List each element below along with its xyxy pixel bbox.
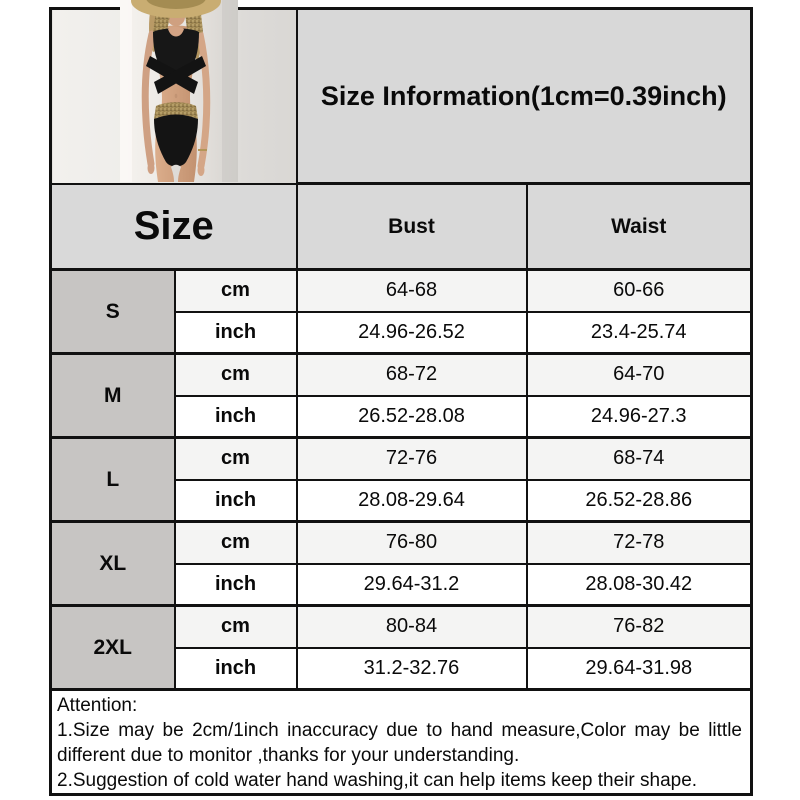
attention-note — [51, 690, 752, 795]
waist-cm-2xl: 76-82 — [527, 606, 752, 648]
navel — [175, 94, 178, 98]
unit-cell: cm — [175, 438, 297, 480]
waist-inch-xl: 28.08-30.42 — [527, 564, 752, 606]
bust-inch-m: 26.52-28.08 — [297, 396, 527, 438]
header-bust: Bust — [297, 184, 527, 270]
waist-inch-2xl: 29.64-31.98 — [527, 648, 752, 690]
unit-cell: cm — [175, 270, 297, 312]
unit-cell: inch — [175, 564, 297, 606]
waist-cm-m: 64-70 — [527, 354, 752, 396]
table-row-2xl-cm — [51, 606, 752, 648]
unit-cell: inch — [175, 312, 297, 354]
table-row-s-cm — [51, 270, 752, 312]
bust-cm-m: 68-72 — [297, 354, 527, 396]
size-label-l: L — [51, 438, 175, 522]
bikini-model-illustration — [120, 0, 238, 182]
bust-inch-2xl: 31.2-32.76 — [297, 648, 527, 690]
attention-heading: Attention: — [57, 695, 138, 716]
size-information-title: Size Information(1cm=0.39inch) — [297, 9, 752, 184]
product-photo — [120, 0, 238, 182]
table-row-l-cm — [51, 438, 752, 480]
waist-inch-m: 24.96-27.3 — [527, 396, 752, 438]
unit-cell: cm — [175, 354, 297, 396]
table-row-xl-cm — [51, 522, 752, 564]
bust-inch-s: 24.96-26.52 — [297, 312, 527, 354]
attention-row — [51, 690, 752, 795]
attention-line-1: 1.Size may be 2cm/1inch inaccuracy due to hand measure,Color may be little — [57, 720, 742, 741]
bust-cm-l: 72-76 — [297, 438, 527, 480]
table-row-m-cm — [51, 354, 752, 396]
unit-cell: inch — [175, 396, 297, 438]
waist-cm-s: 60-66 — [527, 270, 752, 312]
waist-cm-l: 68-74 — [527, 438, 752, 480]
size-label-xl: XL — [51, 522, 175, 606]
column-header-row — [51, 184, 752, 270]
waist-inch-l: 26.52-28.86 — [527, 480, 752, 522]
unit-cell: cm — [175, 606, 297, 648]
bust-cm-xl: 76-80 — [297, 522, 527, 564]
attention-line-3: 2.Suggestion of cold water hand washing,it can help items keep their shape. — [57, 770, 698, 791]
bust-inch-xl: 29.64-31.2 — [297, 564, 527, 606]
waist-inch-s: 23.4-25.74 — [527, 312, 752, 354]
waist-cm-xl: 72-78 — [527, 522, 752, 564]
size-label-2xl: 2XL — [51, 606, 175, 690]
unit-cell: cm — [175, 522, 297, 564]
size-label-s: S — [51, 270, 175, 354]
header-size: Size — [51, 184, 297, 270]
bust-inch-l: 28.08-29.64 — [297, 480, 527, 522]
size-label-m: M — [51, 354, 175, 438]
header-waist: Waist — [527, 184, 752, 270]
unit-cell: inch — [175, 648, 297, 690]
bust-cm-2xl: 80-84 — [297, 606, 527, 648]
attention-line-2: different due to monitor ,thanks for your understanding. — [57, 745, 520, 766]
unit-cell: inch — [175, 480, 297, 522]
bust-cm-s: 64-68 — [297, 270, 527, 312]
